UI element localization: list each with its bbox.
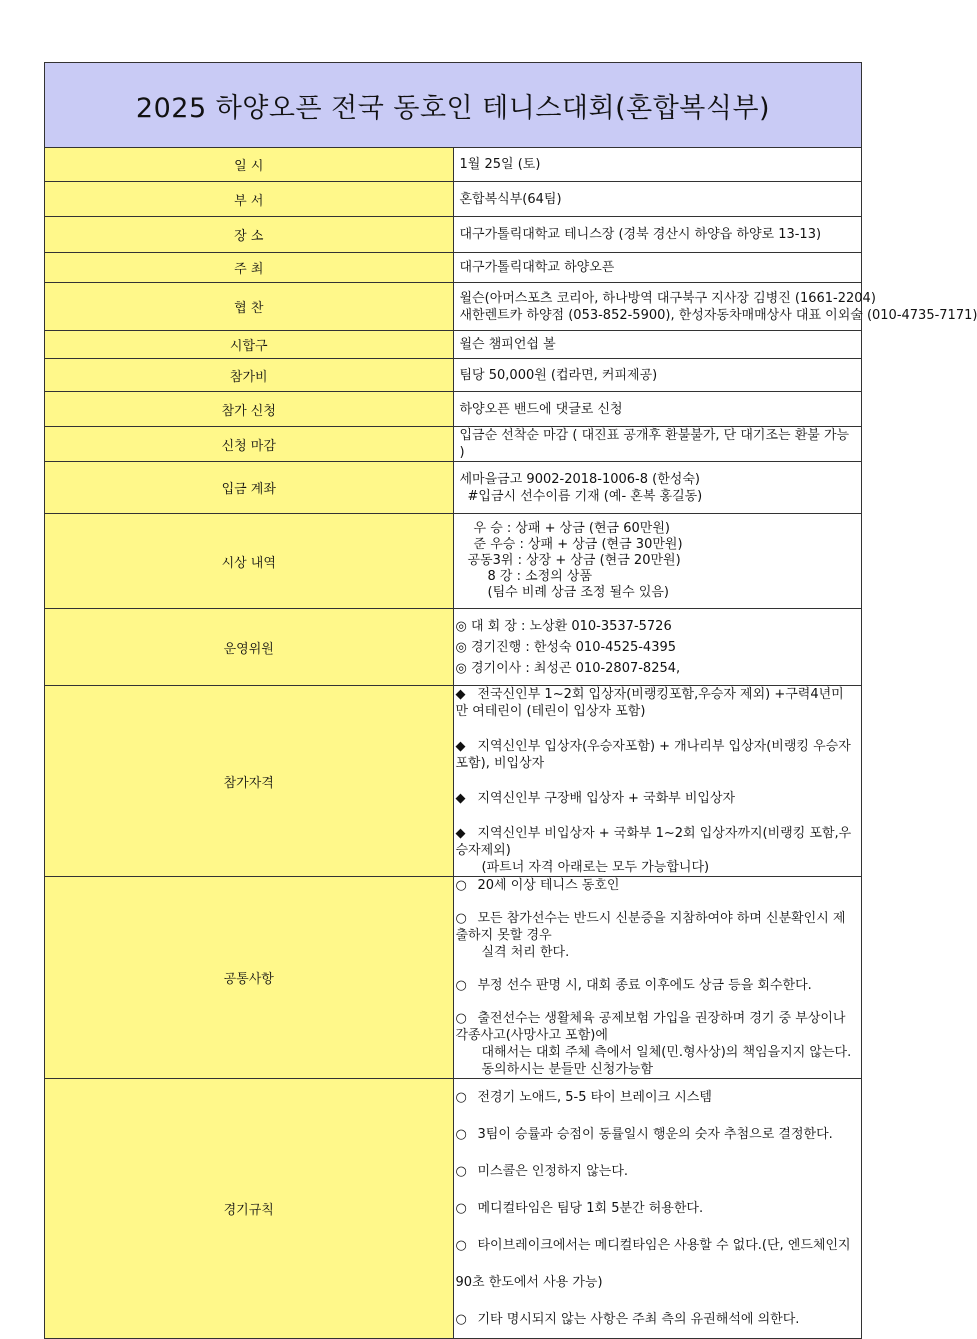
row-value (453, 514, 862, 609)
row-account (45, 462, 862, 514)
prize-line: 준 우승 : 상패 + 상금 (현금 30만원) (473, 537, 683, 552)
row-label: 공통사항 (45, 877, 454, 1079)
common-item-continued: 대해서는 대회 주체 측에서 일체(민.형사상)의 책임을지지 않는다. 동의하시는 분들만 신청가능함 (481, 1045, 852, 1077)
prize-note: (팀수 비례 상금 조정 될수 있음) (487, 585, 670, 600)
rule-item: ○ 메디컬타임은 팀당 1회 5분간 허용한다. (456, 1190, 856, 1227)
common-item-continued: 실격 처리 한다. (481, 945, 570, 960)
row-value: 하양오픈 밴드에 댓글로 신청 (453, 392, 862, 427)
qualification-note: (파트너 자격 아래로는 모두 가능합니다) (481, 860, 710, 875)
row-common (45, 877, 862, 1079)
qualification-item: ◆ 지역신인부 입상자(우승자포함) + 개나리부 입상자(비랭킹 우승자포함), 비입상자 (455, 739, 851, 771)
diamond-bullet-icon: ◆ (455, 739, 466, 754)
account-note: #입금시 선수이름 기재 (예- 혼복 홍길동) (467, 488, 703, 504)
row-division (45, 182, 862, 217)
row-apply (45, 392, 862, 427)
diamond-bullet-icon: ◆ (455, 826, 466, 841)
circle-bullet-icon: ○ (455, 1238, 467, 1253)
diamond-bullet-icon: ◆ (455, 687, 466, 702)
qualification-item: ◆ 전국신인부 1~2회 입상자(비랭킹포함,우승자 제외) +구력4년미만 여테린이 (테린이 입상자 포함) (455, 687, 844, 719)
notice-sheet (44, 62, 977, 1339)
row-fee (45, 359, 862, 392)
row-date (45, 148, 862, 182)
row-rules (45, 1079, 862, 1339)
circle-bullet-icon: ○ (455, 878, 467, 893)
row-label: 입금 계좌 (45, 462, 454, 514)
row-value: 대구가톨릭대학교 테니스장 (경북 경산시 하양읍 하양로 13-13) (453, 217, 862, 253)
circle-bullet-icon: ○ (455, 1127, 467, 1142)
circle-bullet-icon: ○ (455, 1312, 467, 1327)
row-value (453, 462, 862, 514)
row-value: 윌슨 챔피언쉽 볼 (453, 331, 862, 359)
row-label: 시상 내역 (45, 514, 454, 609)
row-label: 시합구 (45, 331, 454, 359)
row-sponsor (45, 283, 862, 331)
row-label: 참가 신청 (45, 392, 454, 427)
prize-line: 우 승 : 상패 + 상금 (현금 60만원) (473, 521, 670, 536)
row-value (453, 686, 862, 877)
circle-bullet-icon: ○ (455, 1011, 467, 1026)
row-ball (45, 331, 862, 359)
row-label: 경기규칙 (45, 1079, 454, 1339)
row-label: 참가비 (45, 359, 454, 392)
row-value (453, 609, 862, 686)
rule-item: ○ 기타 명시되지 않는 사항은 주최 측의 유권해석에 의한다. (456, 1301, 856, 1338)
row-value: 팀당 50,000원 (컵라면, 커피제공) (453, 359, 862, 392)
row-label: 주 최 (45, 253, 454, 283)
row-label: 신청 마감 (45, 427, 454, 462)
row-label: 협 찬 (45, 283, 454, 331)
circle-bullet-icon: ○ (455, 1090, 467, 1105)
row-value: 1월 25일 (토) (453, 148, 862, 182)
rule-item: ○ 전경기 노애드, 5-5 타이 브레이크 시스템 (456, 1079, 856, 1116)
circle-bullet-icon: ○ (455, 978, 467, 993)
sponsor-line: 윌슨(아머스포츠 코리아, 하나방역 대구북구 지사장 김병진 (1661-2204) (459, 290, 876, 306)
circle-bullet-icon: ○ (455, 911, 467, 926)
committee-line: ◎ 경기이사 : 최성곤 010-2807-8254, (455, 660, 681, 676)
prize-line: 8 강 : 소정의 상품 (487, 569, 593, 584)
row-label: 부 서 (45, 182, 454, 217)
page-title: 2025 하양오픈 전국 동호인 테니스대회(혼합복식부) (45, 63, 862, 148)
circle-bullet-icon: ○ (455, 1164, 467, 1179)
row-value (453, 1079, 862, 1339)
row-label: 운영위원 (45, 609, 454, 686)
circle-bullet-icon: ○ (455, 1201, 467, 1216)
row-committee (45, 609, 862, 686)
qualification-item: ◆ 지역신인부 구장배 입상자 + 국화부 비입상자 (455, 791, 736, 806)
row-label: 일 시 (45, 148, 454, 182)
row-value: 혼합복식부(64팀) (453, 182, 862, 217)
diamond-bullet-icon: ◆ (455, 791, 466, 806)
rule-item: ○ 타이브레이크에서는 메디컬타임은 사용할 수 없다.(단, 엔드체인지 90초 한도에서 사용 가능) (456, 1227, 856, 1301)
prize-line: 공동3위 : 상장 + 상금 (현금 20만원) (467, 553, 681, 568)
common-item: ○ 부정 선수 판명 시, 대회 종료 이후에도 상금 등을 회수한다. (455, 978, 812, 993)
row-venue (45, 217, 862, 253)
notice-table (44, 62, 977, 1339)
row-value: 입금순 선착순 마감 ( 대진표 공개후 환불불가, 단 대기조는 환불 가능 ) (453, 427, 862, 462)
row-value (453, 877, 862, 1079)
committee-line: ◎ 대 회 장 : 노상환 010-3537-5726 (455, 618, 672, 634)
row-value: 대구가톨릭대학교 하양오픈 (453, 253, 862, 283)
qualification-item: ◆ 지역신인부 비입상자 + 국화부 1~2회 입상자까지(비랭킹 포함,우승자제외) (파트너 자격 아래로는 모두 가능합니다) (456, 825, 856, 876)
row-label: 장 소 (45, 217, 454, 253)
account-line: 세마을금고 9002-2018-1006-8 (한성숙) (459, 471, 700, 487)
row-prizes (45, 514, 862, 609)
row-deadline (45, 427, 862, 462)
rule-item: ○ 3팀이 승률과 승점이 동률일시 행운의 숫자 추첨으로 결정한다. (456, 1116, 856, 1153)
rule-item: ○ 미스콜은 인정하지 않는다. (456, 1153, 856, 1190)
row-label: 참가자격 (45, 686, 454, 877)
row-value (453, 283, 977, 331)
common-item: ○ 출전선수는 생활체육 공제보험 가입을 권장하며 경기 중 부상이나 각종사고(사망사고 포함)에 대해서는 대회 주체 측에서 일체(민.형사상)의 책임을지지 않는다. 동의하시는 분들만 신청가능함 (456, 1010, 856, 1078)
committee-line: ◎ 경기진행 : 한성숙 010-4525-4395 (455, 639, 677, 655)
common-item: ○ 20세 이상 테니스 동호인 (455, 878, 620, 893)
row-host (45, 253, 862, 283)
row-qualification (45, 686, 862, 877)
sponsor-line: 새한렌트카 하양점 (053-852-5900), 한성자동차매매상사 대표 이외술 (010-4735-7171) (459, 307, 977, 323)
common-item: ○ 모든 참가선수는 반드시 신분증을 지참하여야 하며 신분확인시 제출하지 못할 경우 실격 처리 한다. (456, 910, 856, 961)
